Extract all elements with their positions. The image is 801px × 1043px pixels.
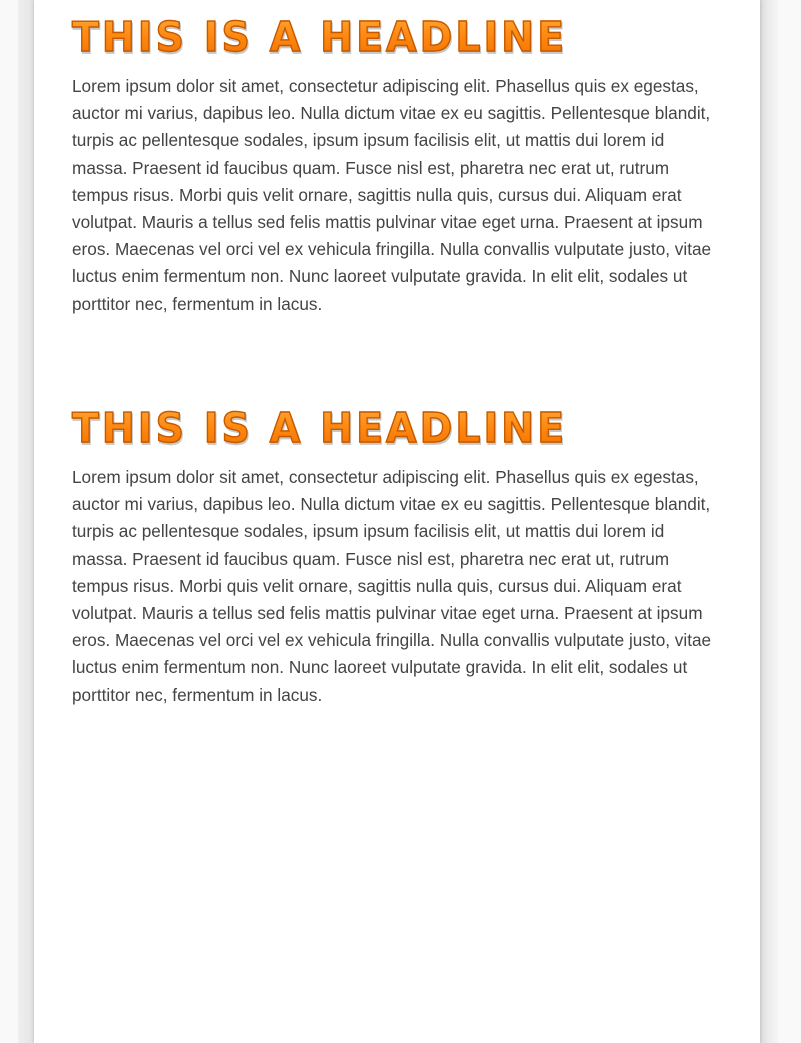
article-2	[72, 405, 722, 709]
article-headline: THIS IS A HEADLINE	[72, 14, 696, 60]
left-border-strip	[18, 0, 34, 1043]
article-body-text: Lorem ipsum dolor sit amet, consectetur adipiscing elit. Phasellus quis ex egestas, auctor mi varius, dapibus leo. Nulla dictum vitae ex eu sagittis. Pellentesque blandit, turpis ac pellentesque sodales, ipsum ipsum facilisis elit, ut mattis dui lorem id massa. Praesent id faucibus quam. Fusce nisl est, pharetra nec erat ut, rutrum tempus risus. Morbi quis velit ornare, sagittis nulla quis, cursus dui. Aliquam erat volutpat. Mauris a tellus sed felis mattis pulvinar vitae eget urna. Praesent at ipsum eros. Maecenas vel orci vel ex vehicula fringilla. Nulla convallis vulputate justo, vitae luctus enim fermentum non. Nunc laoreet vulputate gravida. In elit elit, sodales ut porttitor nec, fermentum in lacus.	[72, 76, 712, 314]
article-body-text: Lorem ipsum dolor sit amet, consectetur adipiscing elit. Phasellus quis ex egestas, auctor mi varius, dapibus leo. Nulla dictum vitae ex eu sagittis. Pellentesque blandit, turpis ac pellentesque sodales, ipsum ipsum facilisis elit, ut mattis dui lorem id massa. Praesent id faucibus quam. Fusce nisl est, pharetra nec erat ut, rutrum tempus risus. Morbi quis velit ornare, sagittis nulla quis, cursus dui. Aliquam erat volutpat. Mauris a tellus sed felis mattis pulvinar vitae eget urna. Praesent at ipsum eros. Maecenas vel orci vel ex vehicula fringilla. Nulla convallis vulputate justo, vitae luctus enim fermentum non. Nunc laoreet vulputate gravida. In elit elit, sodales ut porttitor nec, fermentum in lacus.	[72, 467, 712, 705]
article-1	[72, 14, 722, 318]
content-panel	[34, 0, 760, 1043]
article-headline: THIS IS A HEADLINE	[72, 405, 696, 451]
right-border-strip	[760, 0, 778, 1043]
